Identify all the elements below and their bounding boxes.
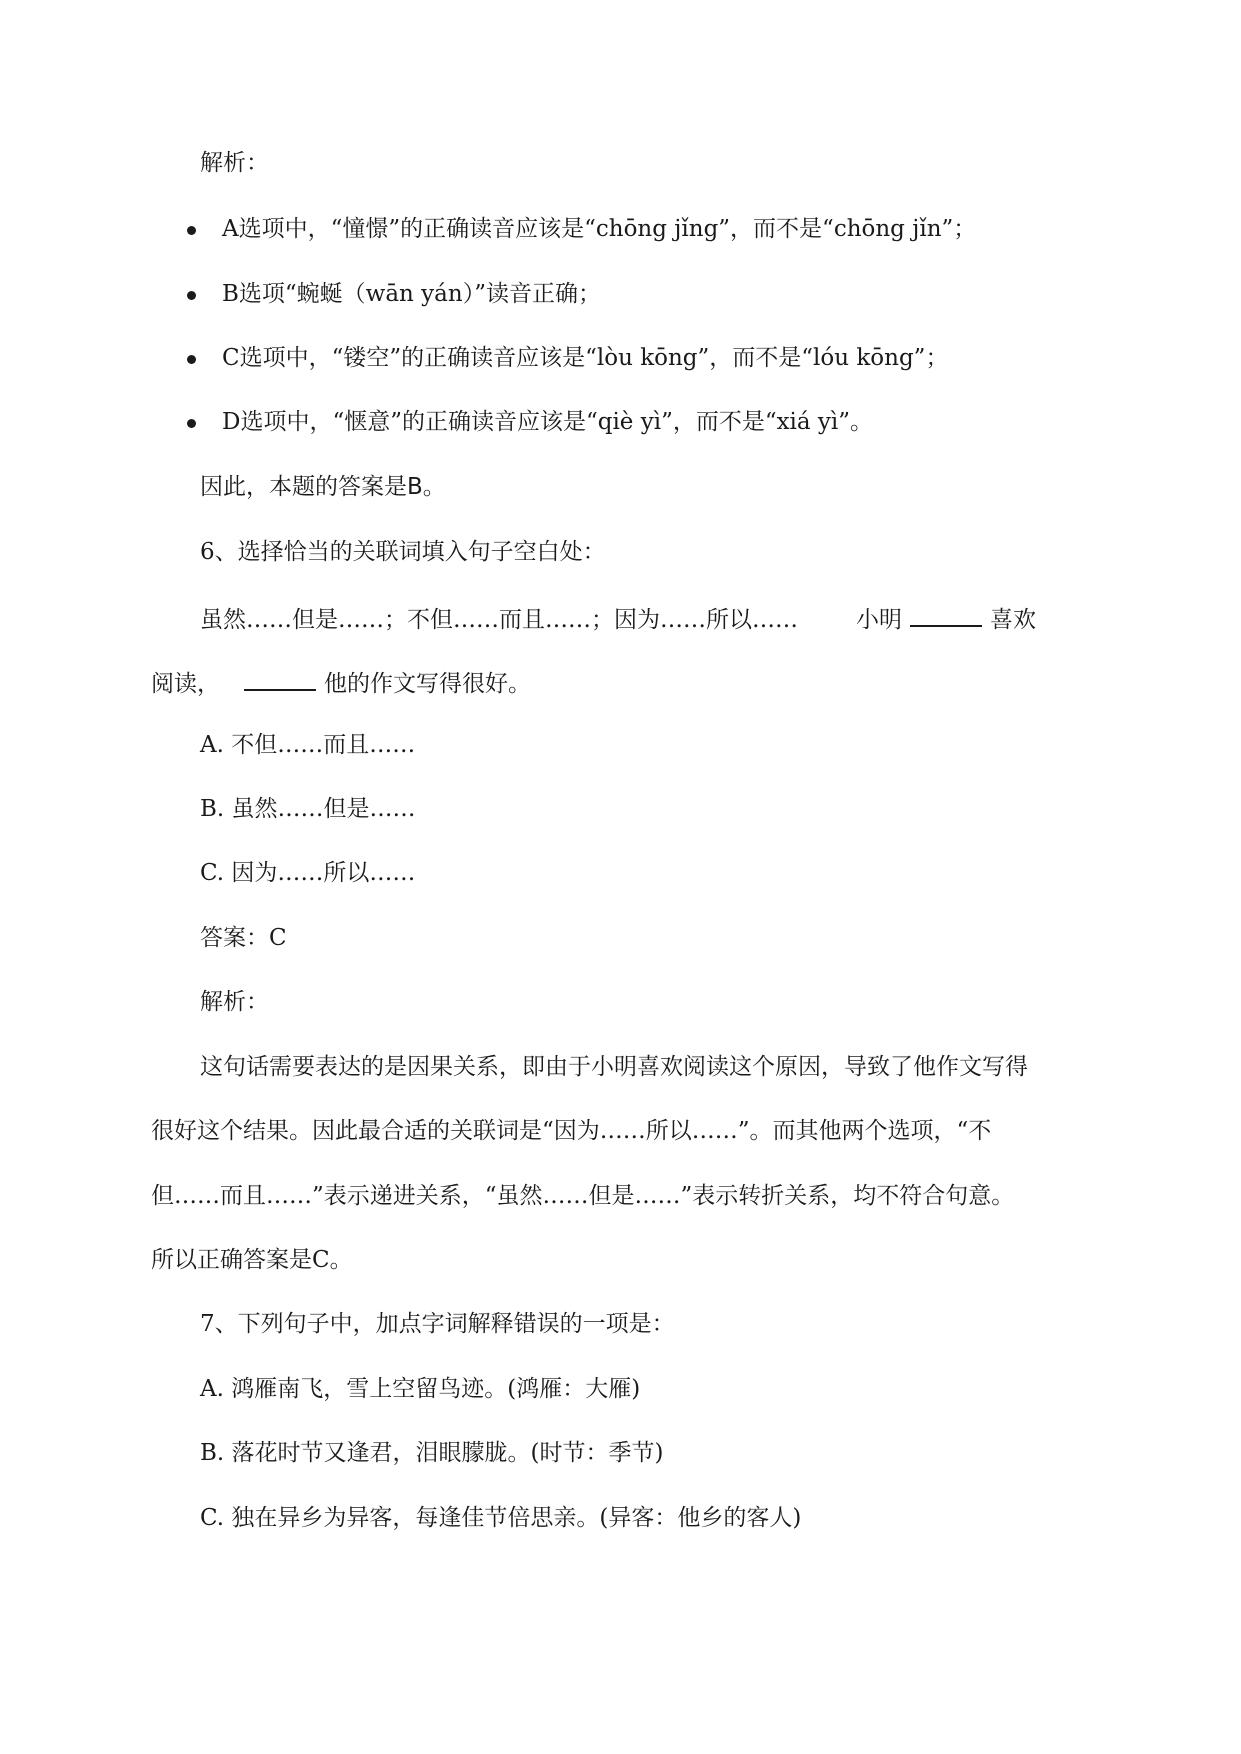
answer-line: 答案：C — [200, 925, 287, 951]
analysis-line: 所以正确答案是C。 — [151, 1247, 353, 1273]
bullet-icon — [187, 355, 196, 364]
bullet-icon — [187, 419, 196, 428]
analysis-line: 这句话需要表达的是因果关系，即由于小明喜欢阅读这个原因，导致了他作文写得 — [200, 1054, 1028, 1080]
question-6-line1 — [200, 605, 1036, 632]
option-c: C. 独在异乡为异客，每逢佳节倍思亲。(异客：他乡的客人) — [200, 1505, 802, 1531]
bullet-text: D选项中，“惬意”的正确读音应该是“qiè yì”，而不是“xiá yì”。 — [222, 409, 874, 435]
conclusion-letter: B — [407, 474, 423, 500]
question-6-line2 — [151, 669, 531, 696]
conclusion-line — [200, 476, 446, 499]
connective-options: 虽然……但是……；不但……而且……；因为……所以…… — [200, 607, 798, 633]
analysis-line: 但……而且……”表示递进关系，“虽然……但是……”表示转折关系，均不符合句意。 — [151, 1183, 1015, 1209]
analysis-line: 很好这个结果。因此最合适的关联词是“因为……所以……”。而其他两个选项，“不 — [151, 1118, 992, 1144]
question-6-stem: 6、选择恰当的关联词填入句子空白处： — [200, 539, 606, 565]
sentence-end: 喜欢 — [990, 607, 1036, 633]
analysis-label: 解析： — [200, 989, 269, 1015]
bullet-text: A选项中，“憧憬”的正确读音应该是“chōng jǐng”，而不是“chōng jǐn”； — [222, 216, 977, 242]
option-a: A. 不但……而且…… — [200, 732, 416, 758]
bullet-icon — [187, 226, 196, 235]
option-a: A. 鸿雁南飞，雪上空留鸟迹。(鸿雁：大雁) — [200, 1376, 641, 1402]
line2-start: 阅读， — [151, 671, 220, 697]
bullet-text: B选项“蜿蜒（wān yán）”读音正确； — [222, 281, 601, 307]
option-b: B. 虽然……但是…… — [200, 796, 416, 822]
option-c: C. 因为……所以…… — [200, 860, 416, 886]
answer-blank — [910, 605, 982, 627]
sentence-start: 小明 — [856, 607, 902, 633]
answer-blank — [244, 669, 316, 691]
conclusion-suffix: 。 — [422, 474, 446, 500]
bullet-text: C选项中，“镂空”的正确读音应该是“lòu kōng”，而不是“lóu kōng”； — [222, 345, 949, 371]
line2-end: 他的作文写得很好。 — [324, 671, 531, 697]
option-b: B. 落花时节又逢君，泪眼朦胧。(时节：季节) — [200, 1440, 664, 1466]
conclusion-prefix: 因此，本题的答案是 — [200, 474, 407, 500]
analysis-label: 解析： — [200, 150, 269, 176]
question-7-stem: 7、下列句子中，加点字词解释错误的一项是： — [200, 1311, 675, 1337]
bullet-icon — [187, 291, 196, 300]
